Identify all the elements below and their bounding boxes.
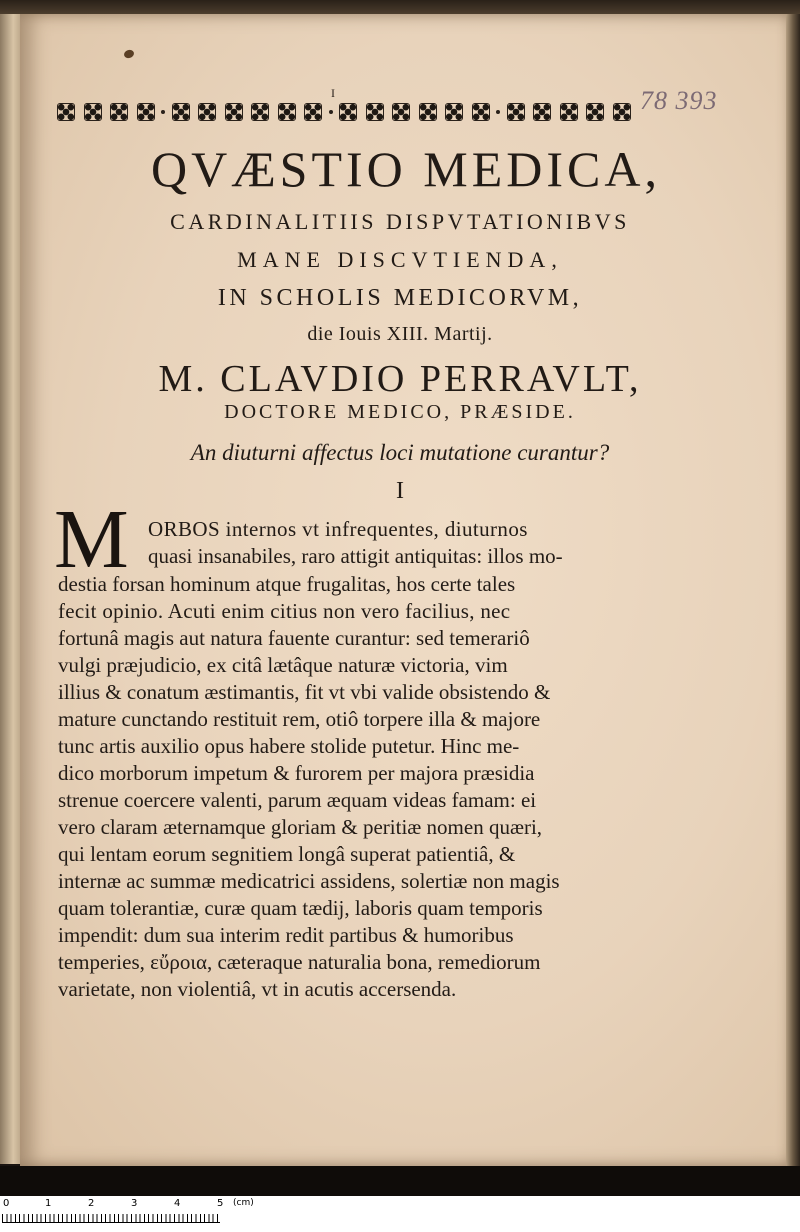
ruler-unit: (cm): [233, 1198, 254, 1208]
body-line: illius & conatum æstimantis, fit vt vbi valide obsistendo &: [58, 680, 551, 704]
ruler-mark: 5: [217, 1198, 224, 1209]
drop-cap: M: [54, 493, 129, 586]
ruler-mark: 3: [131, 1198, 138, 1209]
scan-background: [0, 1166, 800, 1196]
page-title: QVÆSTIO MEDICA,: [151, 141, 661, 197]
body-line: impendit: dum sua interim redit partibus & humoribus: [58, 923, 514, 947]
body-line: ORBOS internos vt infrequentes, diuturnos: [148, 517, 528, 541]
fleuron-ornament-icon: [249, 101, 271, 123]
subtitle-line-3: IN SCHOLIS MEDICORVM,: [217, 285, 583, 311]
thesis-question: An diuturni affectus loci mutatione curantur?: [190, 440, 610, 465]
fleuron-ornament-icon: [135, 101, 157, 123]
ruler-mark: 0: [3, 1198, 10, 1209]
fleuron-ornament-icon: [505, 101, 527, 123]
body-line: vulgi præjudicio, ex citâ lætâque naturæ victoria, vim: [58, 653, 508, 677]
body-line: temperies, εὔροια, cæteraque naturalia bona, remediorum: [58, 950, 541, 974]
body-line: dico morborum impetum & furorem per majora præsidia: [58, 761, 535, 785]
praeses-name: M. CLAVDIO PERRAVLT,: [158, 358, 642, 400]
fleuron-ornament-icon: [584, 101, 606, 123]
fleuron-ornament-icon: [302, 101, 324, 123]
body-line: strenue coercere valenti, parum æquam videas famam: ei: [58, 788, 537, 812]
fleuron-ornament-icon: [390, 101, 412, 123]
ornament-dot-icon: [161, 110, 165, 114]
body-line: fortunâ magis aut natura fauente curantur: sed temerariô: [58, 626, 530, 650]
fleuron-ornament-icon: [337, 101, 359, 123]
fleuron-ornament-icon: [417, 101, 439, 123]
subtitle-line-1: CARDINALITIIS DISPVTATIONIBVS: [170, 209, 630, 234]
body-line: destia forsan hominum atque frugalitas, hos certe tales: [58, 572, 516, 596]
body-line: quam tolerantiæ, curæ quam tædij, laboris quam temporis: [58, 896, 543, 920]
body-line: fecit opinio. Acuti enim citius non vero facilius, nec: [58, 599, 511, 623]
fleuron-ornament-icon: [55, 101, 77, 123]
body-line: quasi insanabiles, raro attigit antiquitas: illos mo-: [148, 544, 563, 568]
section-number: I: [396, 478, 404, 504]
ruler-ticks: [2, 1214, 220, 1222]
fleuron-ornament-icon: [364, 101, 386, 123]
body-line: mature cunctando restituit rem, otiô torpere illa & majore: [58, 707, 541, 731]
body-line: tunc artis auxilio opus habere stolide putetur. Hinc me-: [58, 734, 520, 758]
ruler-mark: 4: [174, 1198, 181, 1209]
fleuron-ornament-icon: [170, 101, 192, 123]
body-line: vero claram æternamque gloriam & peritiæ nomen quæri,: [58, 815, 543, 839]
body-line: internæ ac summæ medicatrici assidens, solertiæ non magis: [58, 869, 560, 893]
handwritten-shelfmark: 78 393: [640, 86, 718, 115]
left-page-edge: [0, 14, 22, 1164]
ornament-border: [55, 97, 633, 127]
fleuron-ornament-icon: [531, 101, 553, 123]
fleuron-ornament-icon: [611, 101, 633, 123]
ornament-dot-icon: [329, 110, 333, 114]
ornament-dot-icon: [496, 110, 500, 114]
fleuron-ornament-icon: [196, 101, 218, 123]
fleuron-ornament-icon: [470, 101, 492, 123]
fleuron-ornament-icon: [82, 101, 104, 123]
fleuron-ornament-icon: [108, 101, 130, 123]
body-line: varietate, non violentiâ, vt in acutis accersenda.: [58, 977, 457, 1001]
subtitle-line-2: MANE DISCVTIENDA,: [237, 247, 563, 272]
ruler-mark: 2: [88, 1198, 95, 1209]
disputation-date: die Iouis XIII. Martij.: [307, 323, 493, 345]
fleuron-ornament-icon: [558, 101, 580, 123]
ruler-mark: 1: [45, 1198, 52, 1209]
fleuron-ornament-icon: [443, 101, 465, 123]
fleuron-ornament-icon: [223, 101, 245, 123]
praeses-title: DOCTORE MEDICO, PRÆSIDE.: [224, 401, 576, 423]
signature-mark: I: [331, 86, 335, 100]
body-line: qui lentam eorum segnitiem longâ superat patientiâ, &: [58, 842, 516, 866]
ruler-baseline: [2, 1222, 220, 1223]
fleuron-ornament-icon: [276, 101, 298, 123]
